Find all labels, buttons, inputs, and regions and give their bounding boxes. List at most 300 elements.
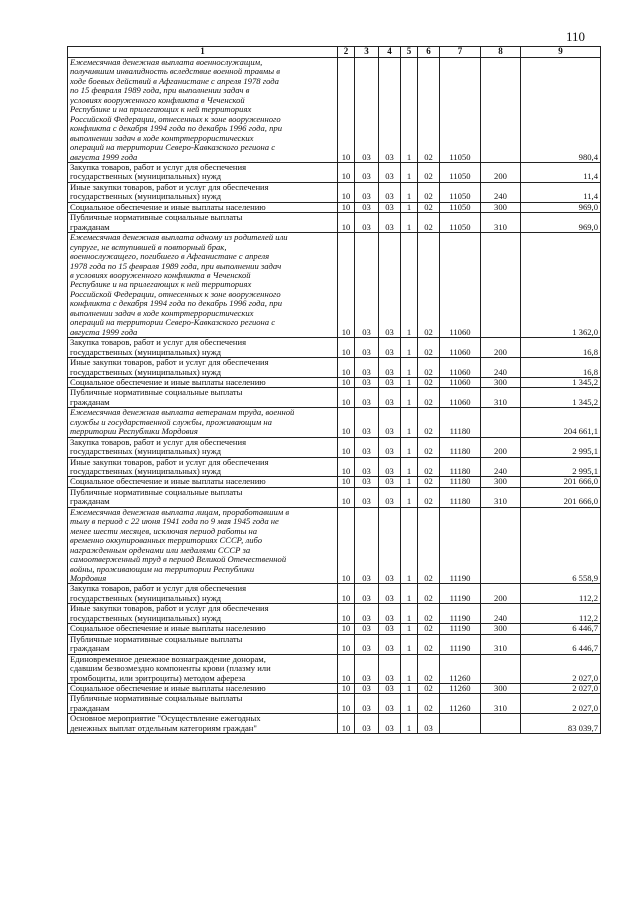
description-line: самоотверженный труд в период Великой Отечественной [70, 555, 287, 565]
section-code: 10 [338, 457, 355, 477]
direction-code: 11180 [440, 457, 481, 477]
description-line: Ежемесячная денежная выплата ветеранам труда, военной [70, 408, 295, 418]
program-code: 03 [379, 604, 401, 624]
amount: 83 039,7 [521, 714, 601, 734]
direction-code: 11060 [440, 338, 481, 358]
description-line: Публичные нормативные социальные выплаты [70, 634, 243, 644]
description-line: Публичные нормативные социальные выплаты [70, 694, 243, 704]
description-line: Закупка товаров, работ и услуг для обеспечения [70, 162, 247, 172]
program-code: 03 [379, 182, 401, 202]
description-line: войны, проживающим на территории Республики [70, 564, 255, 574]
subprogram-code: 1 [401, 162, 418, 182]
event-code: 03 [418, 714, 440, 734]
direction-code: 11060 [440, 358, 481, 378]
table-row [68, 408, 601, 437]
description-line: государственных (муниципальных) нужд [70, 467, 222, 477]
row-description [68, 654, 338, 683]
column-header: 7 [440, 47, 481, 58]
program-code: 03 [379, 654, 401, 683]
table-row [68, 457, 601, 477]
event-code: 02 [418, 507, 440, 584]
table-row [68, 358, 601, 378]
program-code: 03 [379, 338, 401, 358]
row-description [68, 584, 338, 604]
section-code: 10 [338, 634, 355, 654]
amount: 2 995,1 [521, 437, 601, 457]
subsection-code: 03 [355, 604, 379, 624]
direction-code: 11050 [440, 162, 481, 182]
table-row [68, 714, 601, 734]
table-row [68, 624, 601, 634]
subprogram-code: 1 [401, 437, 418, 457]
row-description [68, 604, 338, 624]
subprogram-code: 1 [401, 624, 418, 634]
event-code: 02 [418, 233, 440, 338]
description-line: операций на территории Северо-Кавказского региона с [70, 143, 276, 153]
direction-code: 11180 [440, 487, 481, 507]
column-header: 9 [521, 47, 601, 58]
expense-type-code: 240 [481, 182, 521, 202]
direction-code: 11050 [440, 58, 481, 163]
description-line: Российской Федерации, отнесенных к зоне вооруженного [70, 114, 281, 124]
expense-type-code: 300 [481, 684, 521, 694]
section-code: 10 [338, 654, 355, 683]
event-code: 02 [418, 604, 440, 624]
subsection-code: 03 [355, 634, 379, 654]
description-line: гражданам [70, 497, 110, 507]
description-line: Закупка товаров, работ и услуг для обеспечения [70, 437, 247, 447]
description-line: Единовременное денежное вознаграждение донорам, [70, 654, 266, 664]
description-line: операций на территории Северо-Кавказского региона с [70, 318, 276, 328]
description-line: Ежемесячная денежная выплата военнослужащим, [70, 58, 263, 67]
description-line: выполнении задач в ходе контртеррористических [70, 133, 254, 143]
subsection-code: 03 [355, 162, 379, 182]
expense-type-code: 200 [481, 437, 521, 457]
program-code: 03 [379, 358, 401, 378]
event-code: 02 [418, 377, 440, 387]
description-line: Республике и на прилегающих к ней территориях [70, 280, 252, 290]
event-code: 02 [418, 358, 440, 378]
description-line: Республике и на прилегающих к ней территориях [70, 105, 252, 115]
expense-type-code: 310 [481, 694, 521, 714]
subprogram-code: 1 [401, 182, 418, 202]
expense-type-code: 310 [481, 213, 521, 233]
row-description [68, 457, 338, 477]
description-line: Публичные нормативные социальные выплаты [70, 487, 243, 497]
program-code: 03 [379, 213, 401, 233]
table-row [68, 584, 601, 604]
expense-type-code [481, 714, 521, 734]
column-header: 1 [68, 47, 338, 58]
column-header: 6 [418, 47, 440, 58]
amount: 16,8 [521, 358, 601, 378]
subprogram-code: 1 [401, 338, 418, 358]
program-code: 03 [379, 694, 401, 714]
page-number: 110 [566, 29, 586, 44]
subsection-code: 03 [355, 654, 379, 683]
amount: 6 446,7 [521, 634, 601, 654]
program-code: 03 [379, 408, 401, 437]
amount: 11,4 [521, 182, 601, 202]
direction-code: 11190 [440, 507, 481, 584]
description-line: Социальное обеспечение и иные выплаты населению [70, 684, 266, 693]
expense-type-code [481, 58, 521, 163]
subsection-code: 03 [355, 624, 379, 634]
description-line: Основное мероприятие "Осуществление ежегодных [70, 714, 261, 724]
amount: 2 027,0 [521, 654, 601, 683]
row-description [68, 437, 338, 457]
amount: 204 661,1 [521, 408, 601, 437]
row-description [68, 487, 338, 507]
description-line: Мордовия [70, 574, 107, 584]
subsection-code: 03 [355, 457, 379, 477]
description-line: гражданам [70, 222, 110, 232]
section-code: 10 [338, 694, 355, 714]
event-code: 02 [418, 202, 440, 212]
description-line: получившим инвалидность вследствие военной травмы в [70, 67, 280, 77]
description-line: государственных (муниципальных) нужд [70, 447, 222, 457]
direction-code: 11190 [440, 584, 481, 604]
section-code: 10 [338, 684, 355, 694]
header-row [68, 47, 601, 58]
description-line: тромбоциты, или эритроциты) методом афереза [70, 673, 246, 683]
section-code: 10 [338, 437, 355, 457]
amount: 11,4 [521, 162, 601, 182]
amount: 6 558,9 [521, 507, 601, 584]
amount: 201 666,0 [521, 477, 601, 487]
section-code: 10 [338, 377, 355, 387]
section-code: 10 [338, 507, 355, 584]
table-row [68, 58, 601, 163]
amount: 1 345,2 [521, 388, 601, 408]
program-code: 03 [379, 714, 401, 734]
direction-code: 11180 [440, 477, 481, 487]
expense-type-code: 310 [481, 388, 521, 408]
direction-code: 11060 [440, 233, 481, 338]
amount: 201 666,0 [521, 487, 601, 507]
amount: 112,2 [521, 604, 601, 624]
table-row [68, 202, 601, 212]
description-line: конфликта с декабря 1994 года по декабрь 1996 года, при [70, 124, 282, 134]
section-code: 10 [338, 584, 355, 604]
expense-type-code: 200 [481, 338, 521, 358]
program-code: 03 [379, 388, 401, 408]
description-line: государственных (муниципальных) нужд [70, 613, 222, 623]
subsection-code: 03 [355, 684, 379, 694]
subprogram-code: 1 [401, 408, 418, 437]
direction-code: 11180 [440, 408, 481, 437]
direction-code: 11050 [440, 213, 481, 233]
row-description [68, 377, 338, 387]
event-code: 02 [418, 338, 440, 358]
program-code: 03 [379, 684, 401, 694]
subsection-code: 03 [355, 714, 379, 734]
column-header: 4 [379, 47, 401, 58]
row-description [68, 684, 338, 694]
amount: 2 027,0 [521, 694, 601, 714]
subprogram-code: 1 [401, 377, 418, 387]
event-code: 02 [418, 457, 440, 477]
column-header: 8 [481, 47, 521, 58]
section-code: 10 [338, 58, 355, 163]
section-code: 10 [338, 388, 355, 408]
description-line: Ежемесячная денежная выплата одному из родителей или [70, 233, 288, 243]
row-description [68, 213, 338, 233]
expense-type-code [481, 408, 521, 437]
description-line: Ежемесячная денежная выплата лицам, проработавшим в [70, 507, 290, 517]
table-row [68, 477, 601, 487]
subsection-code: 03 [355, 358, 379, 378]
amount: 2 027,0 [521, 684, 601, 694]
description-line: в условиях вооруженного конфликта в Чеченской [70, 270, 251, 280]
amount: 969,0 [521, 202, 601, 212]
subprogram-code: 1 [401, 694, 418, 714]
subprogram-code: 1 [401, 714, 418, 734]
subprogram-code: 1 [401, 584, 418, 604]
description-line: территории Республики Мордовия [70, 427, 198, 437]
row-description [68, 58, 338, 163]
direction-code: 11050 [440, 202, 481, 212]
event-code: 02 [418, 477, 440, 487]
section-code: 10 [338, 162, 355, 182]
description-line: государственных (муниципальных) нужд [70, 192, 222, 202]
description-line: Иные закупки товаров, работ и услуг для обеспечения [70, 604, 269, 614]
description-line: военнослужащего, погибшего в Афганистане с апреля [70, 252, 270, 262]
description-line: гражданам [70, 703, 110, 713]
subsection-code: 03 [355, 377, 379, 387]
section-code: 10 [338, 477, 355, 487]
amount: 969,0 [521, 213, 601, 233]
description-line: гражданам [70, 644, 110, 654]
direction-code: 11190 [440, 624, 481, 634]
direction-code: 11260 [440, 654, 481, 683]
description-line: супруге, не вступившей в повторный брак, [70, 242, 227, 252]
amount: 1 362,0 [521, 233, 601, 338]
subsection-code: 03 [355, 388, 379, 408]
description-line: менее шести месяцев, исключая период работы на [70, 526, 258, 536]
event-code: 02 [418, 634, 440, 654]
subprogram-code: 1 [401, 634, 418, 654]
event-code: 02 [418, 408, 440, 437]
description-line: 1978 года по 15 февраля 1989 года, при выполнении задач [70, 261, 282, 271]
table-row [68, 213, 601, 233]
description-line: августа 1999 года [70, 152, 138, 162]
subsection-code: 03 [355, 338, 379, 358]
program-code: 03 [379, 624, 401, 634]
direction-code: 11060 [440, 377, 481, 387]
description-line: службы и государственной службы, проживающим на [70, 417, 272, 427]
subprogram-code: 1 [401, 233, 418, 338]
event-code: 02 [418, 182, 440, 202]
description-line: ходе боевых действий в Афганистане с апреля 1978 года [70, 76, 279, 86]
expense-type-code: 300 [481, 202, 521, 212]
direction-code [440, 714, 481, 734]
subprogram-code: 1 [401, 213, 418, 233]
row-description [68, 358, 338, 378]
row-description [68, 507, 338, 584]
description-line: Иные закупки товаров, работ и услуг для обеспечения [70, 182, 269, 192]
description-line: Российской Федерации, отнесенных к зоне вооруженного [70, 289, 281, 299]
expense-type-code: 300 [481, 377, 521, 387]
description-line: государственных (муниципальных) нужд [70, 367, 222, 377]
expense-type-code [481, 233, 521, 338]
direction-code: 11190 [440, 634, 481, 654]
subprogram-code: 1 [401, 58, 418, 163]
subsection-code: 03 [355, 408, 379, 437]
column-header: 2 [338, 47, 355, 58]
program-code: 03 [379, 634, 401, 654]
section-code: 10 [338, 624, 355, 634]
column-header: 5 [401, 47, 418, 58]
section-code: 10 [338, 358, 355, 378]
direction-code: 11190 [440, 604, 481, 624]
row-description [68, 233, 338, 338]
amount: 6 446,7 [521, 624, 601, 634]
subprogram-code: 1 [401, 487, 418, 507]
subprogram-code: 1 [401, 388, 418, 408]
section-code: 10 [338, 487, 355, 507]
row-description [68, 477, 338, 487]
description-line: Иные закупки товаров, работ и услуг для обеспечения [70, 457, 269, 467]
expense-type-code: 200 [481, 584, 521, 604]
event-code: 02 [418, 487, 440, 507]
row-description [68, 634, 338, 654]
description-line: Социальное обеспечение и иные выплаты населению [70, 202, 266, 212]
table-row [68, 694, 601, 714]
section-code: 10 [338, 604, 355, 624]
subsection-code: 03 [355, 58, 379, 163]
subsection-code: 03 [355, 182, 379, 202]
event-code: 02 [418, 213, 440, 233]
description-line: Публичные нормативные социальные выплаты [70, 213, 243, 223]
section-code: 10 [338, 408, 355, 437]
description-line: Закупка товаров, работ и услуг для обеспечения [70, 338, 247, 348]
subprogram-code: 1 [401, 457, 418, 477]
description-line: выполнении задач в ходе контртеррористических [70, 308, 254, 318]
expense-type-code: 200 [481, 162, 521, 182]
subprogram-code: 1 [401, 604, 418, 624]
program-code: 03 [379, 233, 401, 338]
row-description [68, 182, 338, 202]
description-line: сдавшим безвозмездно компоненты крови (плазму или [70, 664, 271, 674]
description-line: государственных (муниципальных) нужд [70, 172, 222, 182]
amount: 980,4 [521, 58, 601, 163]
program-code: 03 [379, 487, 401, 507]
direction-code: 11260 [440, 684, 481, 694]
expense-type-code: 310 [481, 634, 521, 654]
description-line: Публичные нормативные социальные выплаты [70, 388, 243, 398]
description-line: Социальное обеспечение и иные выплаты населению [70, 477, 266, 487]
section-code: 10 [338, 338, 355, 358]
program-code: 03 [379, 584, 401, 604]
row-description [68, 714, 338, 734]
amount: 2 995,1 [521, 457, 601, 477]
table-row [68, 507, 601, 584]
program-code: 03 [379, 437, 401, 457]
event-code: 02 [418, 624, 440, 634]
description-line: конфликта с декабря 1994 года по декабрь 1996 года, при [70, 299, 282, 309]
subsection-code: 03 [355, 233, 379, 338]
row-description [68, 388, 338, 408]
subsection-code: 03 [355, 477, 379, 487]
subsection-code: 03 [355, 694, 379, 714]
subsection-code: 03 [355, 202, 379, 212]
subprogram-code: 1 [401, 358, 418, 378]
subsection-code: 03 [355, 437, 379, 457]
row-description [68, 202, 338, 212]
table-row [68, 487, 601, 507]
description-line: награжденным орденами или медалями СССР за [70, 545, 251, 555]
program-code: 03 [379, 457, 401, 477]
subprogram-code: 1 [401, 202, 418, 212]
expense-type-code: 240 [481, 457, 521, 477]
event-code: 02 [418, 388, 440, 408]
expense-type-code: 300 [481, 477, 521, 487]
subprogram-code: 1 [401, 684, 418, 694]
description-line: гражданам [70, 397, 110, 407]
event-code: 02 [418, 654, 440, 683]
description-line: условиях вооруженного конфликта в Чеченской [70, 95, 245, 105]
table-row [68, 388, 601, 408]
row-description [68, 408, 338, 437]
description-line: государственных (муниципальных) нужд [70, 347, 222, 357]
amount: 1 345,2 [521, 377, 601, 387]
description-line: Социальное обеспечение и иные выплаты населению [70, 624, 266, 634]
row-description [68, 338, 338, 358]
event-code: 02 [418, 694, 440, 714]
expense-type-code: 240 [481, 604, 521, 624]
description-line: Иные закупки товаров, работ и услуг для обеспечения [70, 358, 269, 368]
description-line: временно оккупированных территориях СССР, либо [70, 536, 263, 546]
table-row [68, 182, 601, 202]
subsection-code: 03 [355, 487, 379, 507]
table-row [68, 604, 601, 624]
subsection-code: 03 [355, 507, 379, 584]
direction-code: 11050 [440, 182, 481, 202]
expense-type-code [481, 507, 521, 584]
table-row [68, 437, 601, 457]
subsection-code: 03 [355, 584, 379, 604]
row-description [68, 694, 338, 714]
row-description [68, 624, 338, 634]
event-code: 02 [418, 684, 440, 694]
table-row [68, 654, 601, 683]
subprogram-code: 1 [401, 477, 418, 487]
event-code: 02 [418, 584, 440, 604]
expense-type-code: 240 [481, 358, 521, 378]
amount: 112,2 [521, 584, 601, 604]
section-code: 10 [338, 202, 355, 212]
description-line: тылу в период с 22 июня 1941 года по 9 мая 1945 года не [70, 517, 279, 527]
event-code: 02 [418, 437, 440, 457]
program-code: 03 [379, 162, 401, 182]
direction-code: 11260 [440, 694, 481, 714]
budget-table [67, 46, 601, 734]
section-code: 10 [338, 182, 355, 202]
table-row [68, 233, 601, 338]
program-code: 03 [379, 477, 401, 487]
table-row [68, 684, 601, 694]
event-code: 02 [418, 58, 440, 163]
subsection-code: 03 [355, 213, 379, 233]
description-line: Социальное обеспечение и иные выплаты населению [70, 377, 266, 387]
column-header: 3 [355, 47, 379, 58]
direction-code: 11060 [440, 388, 481, 408]
table-row [68, 162, 601, 182]
program-code: 03 [379, 58, 401, 163]
section-code: 10 [338, 213, 355, 233]
expense-type-code [481, 654, 521, 683]
